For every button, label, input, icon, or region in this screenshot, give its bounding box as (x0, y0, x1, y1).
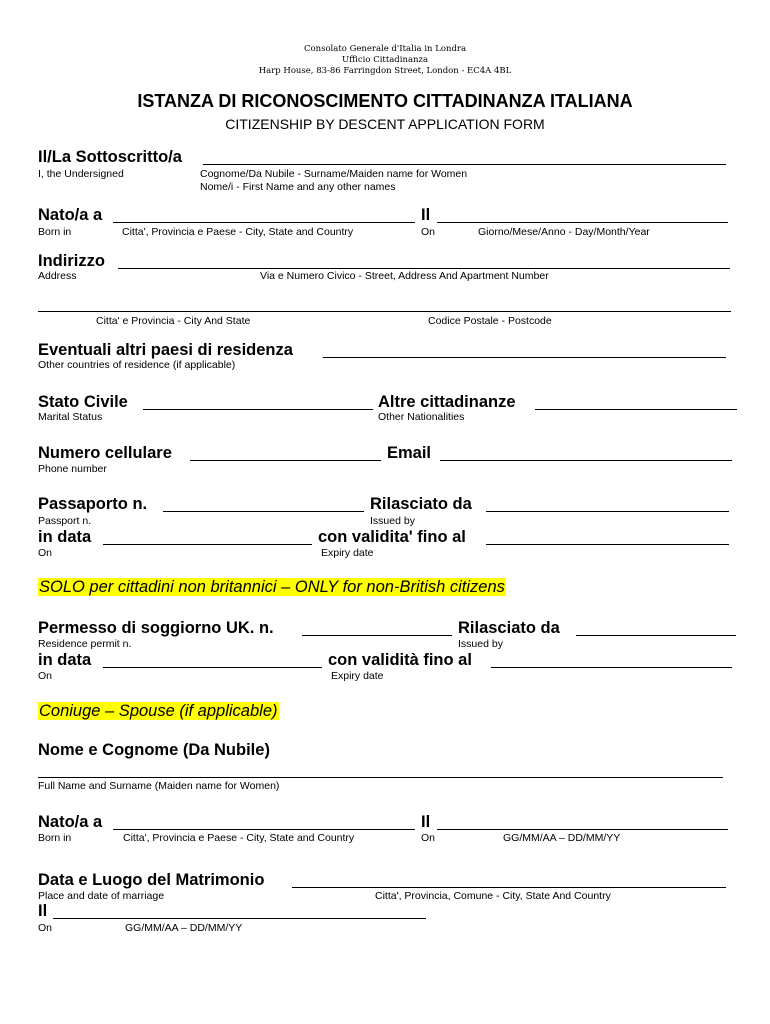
marriage-place-field[interactable] (292, 887, 726, 888)
permit-expiry-sublabel: Expiry date (331, 670, 384, 682)
non-british-heading (38, 578, 506, 597)
permit-issued-field[interactable] (576, 635, 736, 636)
passport-expiry-field[interactable] (486, 544, 729, 545)
marriage-label: Data e Luogo del Matrimonio (38, 871, 265, 889)
birthdate-hint: Giorno/Mese/Anno - Day/Month/Year (478, 226, 650, 238)
address-sublabel: Address (38, 270, 77, 282)
form-title: ISTANZA DI RICONOSCIMENTO CITTADINANZA ITALIANA (137, 91, 633, 111)
permit-date-sublabel: On (38, 670, 53, 682)
passport-label: Passaporto n. (38, 495, 148, 513)
nationalities-sublabel: Other Nationalities (378, 411, 465, 423)
residence-sublabel: Other countries of residence (if applicable) (38, 359, 236, 371)
marriage-date-label: Il (38, 902, 48, 920)
permit-issued-label: Rilasciato da (458, 619, 560, 637)
phone-field[interactable] (190, 460, 381, 461)
marital-status-sublabel: Marital Status (38, 411, 103, 423)
name-hint-firstname: Nome/i - First Name and any other names (200, 181, 396, 193)
residence-label: Eventuali altri paesi di residenza (38, 341, 293, 359)
nationalities-field[interactable] (535, 409, 737, 410)
postcode-hint: Codice Postale - Postcode (428, 315, 552, 327)
phone-label: Numero cellulare (38, 444, 172, 462)
marriage-date-hint: GG/MM/AA – DD/MM/YY (125, 922, 243, 934)
spouse-birthplace-field[interactable] (113, 829, 415, 830)
consulate-name: Consolato Generale d'Italia in Londra (303, 44, 467, 54)
residence-field[interactable] (323, 357, 726, 358)
spouse-heading (38, 702, 279, 721)
marital-status-field[interactable] (143, 409, 373, 410)
passport-issued-field[interactable] (486, 511, 729, 512)
spouse-name-sublabel: Full Name and Surname (Maiden name for Women) (38, 780, 280, 792)
passport-issued-sublabel: Issued by (370, 515, 415, 527)
address-hint: Via e Numero Civico - Street, Address And Apartment Number (260, 270, 549, 282)
passport-expiry-sublabel: Expiry date (321, 547, 374, 559)
permit-expiry-field[interactable] (491, 667, 732, 668)
spouse-birthplace-label: Nato/a a (38, 813, 103, 831)
passport-field[interactable] (163, 511, 364, 512)
birthdate-sublabel: On (421, 226, 436, 238)
passport-date-label: in data (38, 528, 92, 546)
phone-sublabel: Phone number (38, 463, 107, 475)
birthdate-label: Il (421, 206, 431, 224)
email-label: Email (387, 444, 432, 462)
permit-issued-sublabel: Issued by (458, 638, 503, 650)
marriage-sublabel: Place and date of marriage (38, 890, 165, 902)
address-field[interactable] (118, 268, 730, 269)
passport-date-sublabel: On (38, 547, 53, 559)
marital-status-label: Stato Civile (38, 393, 128, 411)
marriage-date-field[interactable] (53, 918, 426, 919)
passport-date-field[interactable] (103, 544, 312, 545)
marriage-date-sublabel: On (38, 922, 53, 934)
spouse-birthdate-label: Il (421, 813, 431, 831)
spouse-birthdate-hint: GG/MM/AA – DD/MM/YY (503, 832, 621, 844)
birthplace-sublabel: Born in (38, 226, 72, 238)
passport-sublabel: Passport n. (38, 515, 92, 527)
spouse-birthdate-field[interactable] (437, 829, 728, 830)
non-british-heading-text: SOLO per cittadini non britannici – ONLY for non-British citizens (39, 578, 505, 596)
form-subtitle: CITIZENSHIP BY DESCENT APPLICATION FORM (225, 116, 545, 132)
passport-expiry-label: con validita' fino al (318, 528, 466, 546)
marriage-place-hint: Citta', Provincia, Comune - City, State And Country (375, 890, 611, 902)
name-hint-surname: Cognome/Da Nubile - Surname/Maiden name for Women (200, 168, 468, 180)
permit-date-field[interactable] (103, 667, 322, 668)
spouse-birthdate-sublabel: On (421, 832, 436, 844)
permit-sublabel: Residence permit n. (38, 638, 132, 650)
permit-label: Permesso di soggiorno UK. n. (38, 619, 274, 637)
spouse-name-field[interactable] (38, 777, 723, 778)
name-label: Il/La Sottoscritto/a (38, 148, 182, 166)
address-label: Indirizzo (38, 252, 105, 270)
email-field[interactable] (440, 460, 732, 461)
consulate-address: Harp House, 83-86 Farringdon Street, London - EC4A 4BL (258, 66, 512, 76)
spouse-heading-text: Coniuge – Spouse (if applicable) (39, 702, 278, 720)
permit-expiry-label: con validità fino al (328, 651, 472, 669)
birthplace-label: Nato/a a (38, 206, 103, 224)
permit-field[interactable] (302, 635, 452, 636)
spouse-name-label: Nome e Cognome (Da Nubile) (38, 741, 270, 759)
spouse-birthplace-sublabel: Born in (38, 832, 72, 844)
birthplace-hint: Citta', Provincia e Paese - City, State and Country (122, 226, 354, 238)
name-field[interactable] (203, 164, 726, 165)
birthdate-field[interactable] (437, 222, 728, 223)
city-hint: Citta' e Provincia - City And State (96, 315, 251, 327)
office-name: Ufficio Cittadinanza (341, 55, 429, 65)
city-postcode-field[interactable] (38, 311, 731, 312)
name-sublabel: I, the Undersigned (38, 168, 124, 180)
nationalities-label: Altre cittadinanze (378, 393, 516, 411)
permit-date-label: in data (38, 651, 92, 669)
spouse-birthplace-hint: Citta', Provincia e Paese - City, State and Country (123, 832, 355, 844)
birthplace-field[interactable] (113, 222, 415, 223)
passport-issued-label: Rilasciato da (370, 495, 472, 513)
